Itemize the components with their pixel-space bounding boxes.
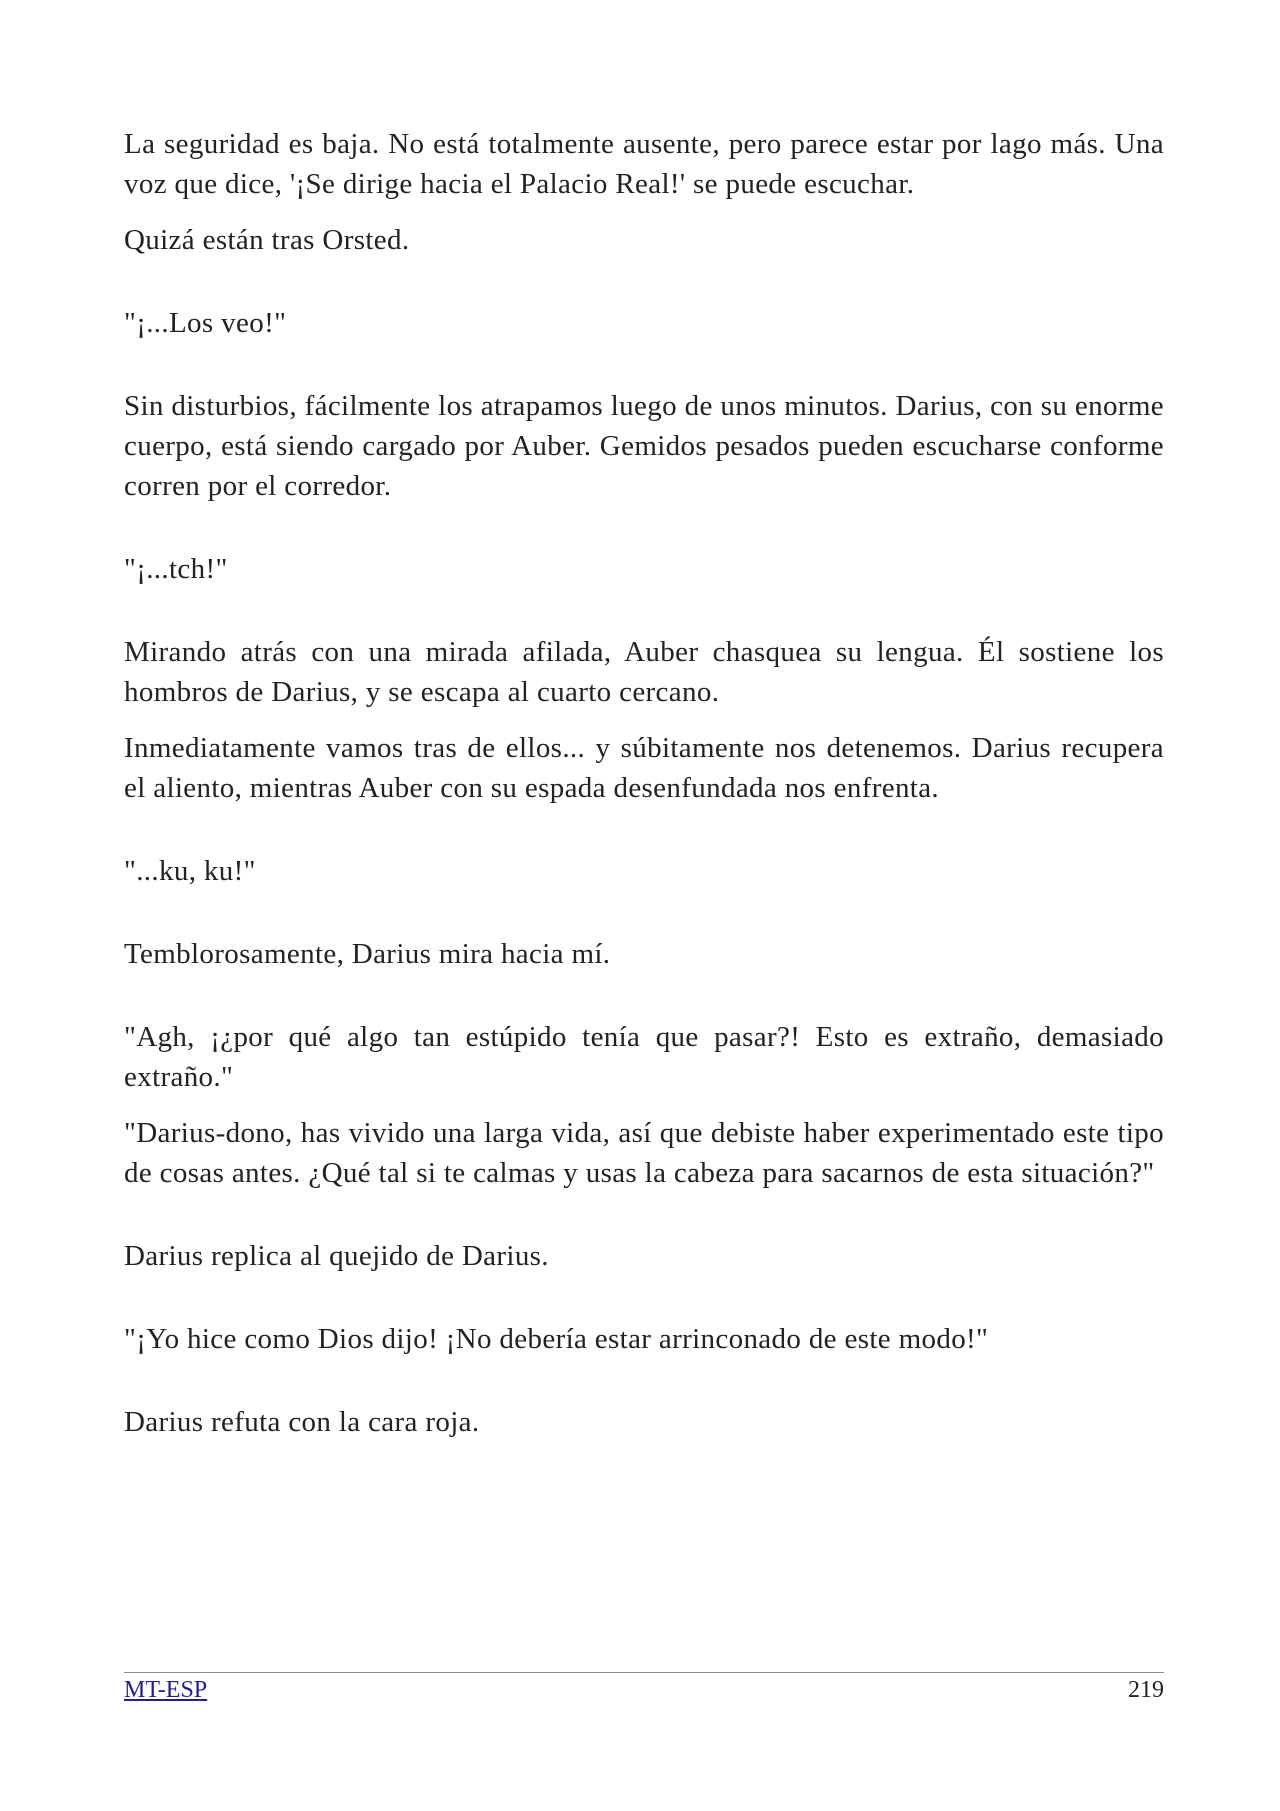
footer-brand-link[interactable]: MT-ESP (124, 1677, 208, 1703)
paragraph: Darius replica al quejido de Darius. (124, 1240, 549, 1272)
paragraph: Mirando atrás con una mirada afilada, Auber chasquea su lengua. Él sostiene los hombros de Darius, y se escapa al cuarto cercano. (124, 636, 1164, 708)
paragraph: "Agh, ¡¿por qué algo tan estúpido tenía que pasar?! Esto es extraño, demasiado extraño." (124, 1021, 1164, 1093)
paragraph: "¡...tch!" (124, 553, 228, 585)
paragraph: "...ku, ku!" (124, 855, 256, 887)
paragraph: Quizá están tras Orsted. (124, 224, 410, 256)
paragraph: Darius refuta con la cara roja. (124, 1406, 480, 1438)
page-number: 219 (1128, 1677, 1164, 1703)
paragraph: "Darius-dono, has vivido una larga vida, así que debiste haber experimentado este tipo de cosas antes. ¿Qué tal si te calmas y usas la cabeza para sacarnos de esta situación?" (124, 1117, 1164, 1189)
paragraph: "¡Yo hice como Dios dijo! ¡No debería estar arrinconado de este modo!" (124, 1323, 989, 1355)
paragraph: Inmediatamente vamos tras de ellos... y súbitamente nos detenemos. Darius recupera el aliento, mientras Auber con su espada desenfundada nos enfrenta. (124, 732, 1164, 804)
paragraph: La seguridad es baja. No está totalmente ausente, pero parece estar por lago más. Una voz que dice, '¡Se dirige hacia el Palacio Real!' se puede escuchar. (124, 128, 1164, 200)
page-body (124, 124, 1164, 1442)
paragraph: "¡...Los veo!" (124, 307, 287, 339)
paragraph: Temblorosamente, Darius mira hacia mí. (124, 938, 611, 970)
page-footer (124, 1670, 1164, 1710)
paragraph: Sin disturbios, fácilmente los atrapamos luego de unos minutos. Darius, con su enorme cuerpo, está siendo cargado por Auber. Gemidos pesados pueden escucharse conforme corren por el corredor. (124, 390, 1164, 502)
